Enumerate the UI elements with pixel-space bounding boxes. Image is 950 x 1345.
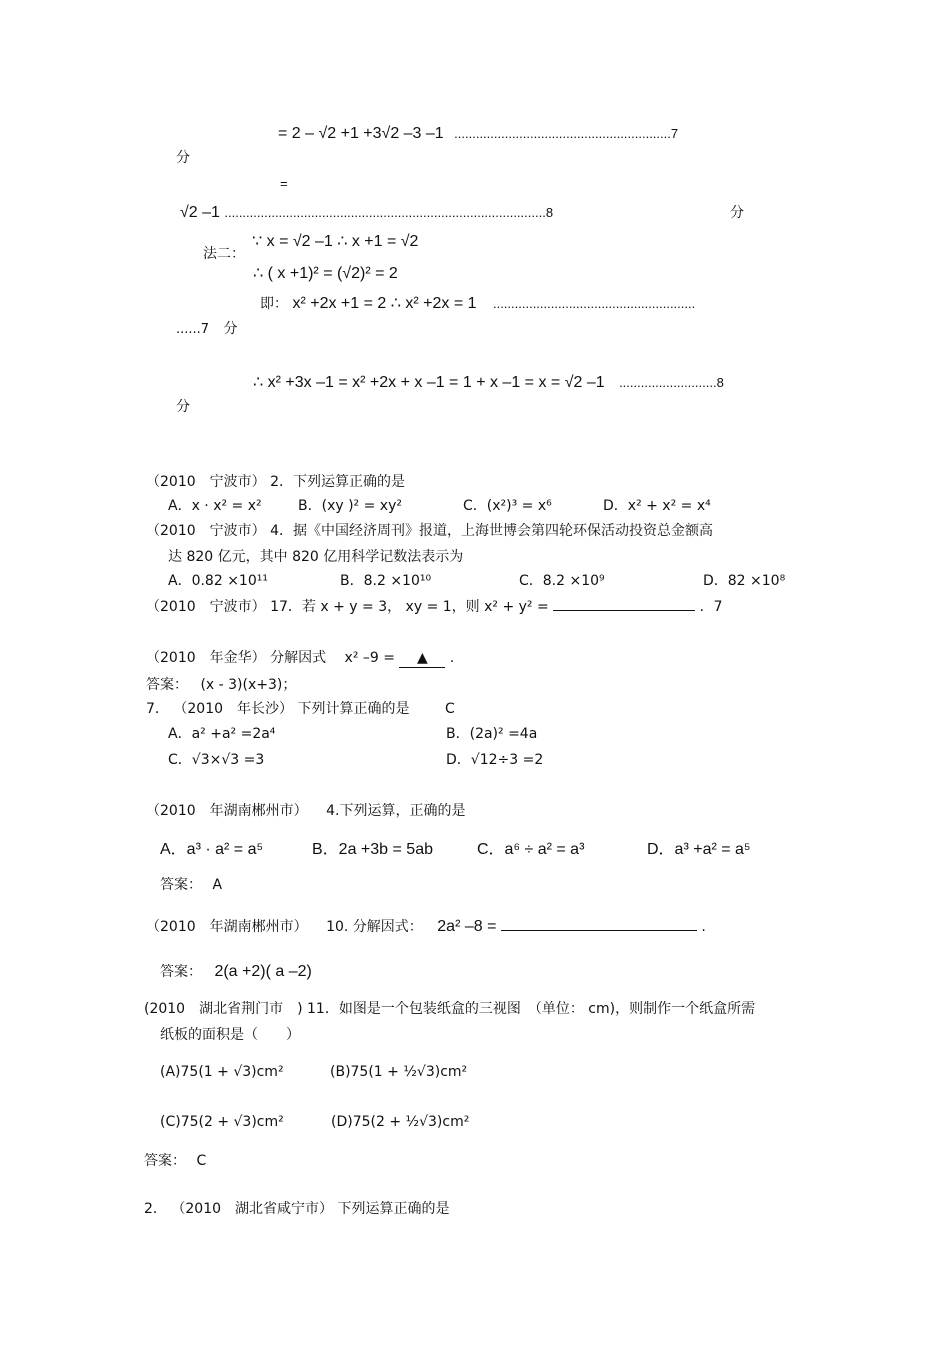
- question-jinhua: [146, 650, 454, 668]
- option-b: B．8.2 ×10¹⁰: [340, 573, 432, 589]
- option-d: D．82 ×10⁸: [703, 573, 786, 589]
- answer-label: 答案：: [160, 877, 202, 893]
- option-d: D．a³ +a² = a⁵: [647, 841, 751, 858]
- question-number: 7．: [146, 701, 169, 717]
- question-stem: 17．若 x + y = 3， xy = 1，则 x² + y² =: [270, 599, 549, 615]
- answer-jingmen: [144, 1153, 206, 1170]
- option-b: B．(xy )² = xy²: [298, 498, 402, 514]
- option-d: [331, 1107, 470, 1130]
- method-two-line-3-dots: ........................................................: [492, 296, 696, 311]
- method-two-line-4: [176, 321, 238, 338]
- option-a: A．x · x² = x²: [168, 498, 262, 514]
- option-a: A．a³ · a² = a⁵: [160, 841, 264, 858]
- answer-label: 答案：: [160, 964, 202, 980]
- option-b-text: (B)75(1 + ½√3)cm²: [330, 1064, 468, 1080]
- question-stem: 下列运算正确的是: [337, 1201, 450, 1217]
- answer-label: 答案：: [144, 1153, 186, 1169]
- question-source: （2010 年长沙）: [173, 701, 294, 717]
- question-jingmen: [144, 1001, 755, 1018]
- answer-value: C: [196, 1153, 207, 1169]
- solution-line-1-expr: = 2 – √2 +1 +3√2 –3 –1: [278, 125, 444, 142]
- question-stem-continued: 纸板的面积是（ ）: [160, 1027, 300, 1043]
- answer-value: 2(a +2)( a –2): [214, 963, 312, 980]
- option-a: A．a² +a² =2a⁴: [168, 726, 276, 742]
- question-stem: 4．据《中国经济周刊》报道，上海世博会第四轮环保活动投资总金额高: [270, 523, 713, 539]
- solution-line-2-eq: =: [280, 176, 288, 191]
- question-stem: 10. 分解因式：: [326, 919, 423, 935]
- solution-line-3-expr: √2 –1: [180, 204, 220, 221]
- option-b: B．(2a)² =4a: [446, 726, 538, 742]
- question-source: （2010 年湖南郴州市）: [146, 803, 308, 819]
- unit-mark: 分: [730, 205, 744, 221]
- option-c: C．√3×√3 =3: [168, 752, 265, 768]
- question-chenzhou-4: [146, 803, 465, 820]
- question-source: （2010 年湖南郴州市）: [146, 919, 308, 935]
- method-two-line-4-dots: ......7: [176, 322, 210, 337]
- question-end: .: [449, 650, 455, 666]
- method-two-line-5-expr: ∴ x² +3x –1 = x² +2x + x –1 = 1 + x –1 = x = √2 –1: [253, 374, 605, 391]
- answer-blank: [501, 930, 697, 931]
- answer-blank: [553, 610, 695, 611]
- question-ningbo-2: [146, 474, 405, 491]
- question-stem: 分解因式: [270, 650, 327, 666]
- answer-chenzhou-4: [160, 877, 222, 894]
- answer-value: A: [212, 877, 223, 893]
- question-source: （2010 宁波市）: [146, 474, 266, 490]
- question-stem: 下列计算正确的是: [297, 701, 410, 717]
- solution-line-3: [180, 203, 553, 222]
- option-c: (C)75(2 + √3)cm²: [160, 1114, 284, 1130]
- method-two-line-1: ∵ x = √2 –1 ∴ x +1 = √2: [252, 233, 419, 250]
- question-chenzhou-10: [146, 917, 706, 936]
- question-source: （2010 年金华）: [146, 650, 266, 666]
- option-b: B．2a +3b = 5ab: [312, 841, 433, 858]
- option-d: D．x² + x² = x⁴: [603, 498, 711, 514]
- question-ningbo-17: [146, 599, 723, 616]
- option-c: C．8.2 ×10⁹: [519, 573, 605, 589]
- question-source: （2010 湖北省咸宁市）: [171, 1201, 334, 1217]
- option-a: (A)75(1 + √3)cm²: [160, 1064, 284, 1080]
- method-two-line-5: [253, 373, 724, 392]
- question-xianning: [144, 1201, 449, 1218]
- question-ningbo-4: [146, 523, 713, 540]
- question-answer: ．7: [699, 599, 723, 615]
- question-end: .: [701, 919, 706, 935]
- question-stem: 11．如图是一个包装纸盒的三视图 （单位： cm)，则制作一个纸盒所需: [307, 1001, 756, 1017]
- answer-jinhua: [146, 677, 296, 694]
- method-two-line-3-expr: x² +2x +1 = 2 ∴ x² +2x = 1: [292, 295, 477, 312]
- method-two-line-2: ∴ ( x +1)² = (√2)² = 2: [253, 265, 398, 282]
- unit-mark: 分: [176, 150, 190, 166]
- solution-line-1-dots: ............................................................7: [454, 126, 679, 141]
- triangle-mark-icon: ▲: [417, 650, 428, 666]
- method-two-label: 法二：: [203, 246, 245, 262]
- question-number: 2．: [144, 1201, 167, 1217]
- option-d: D．√12÷3 =2: [446, 752, 544, 768]
- answer-blank: [399, 650, 445, 668]
- question-changsha: [146, 701, 409, 718]
- question-source: (2010 湖北省荆门市 ): [144, 1001, 303, 1017]
- answer-chenzhou-10: [160, 962, 312, 981]
- method-two-line-5-dots: ...........................8: [619, 375, 724, 390]
- option-d-text: (D)75(2 + ½√3)cm²: [331, 1114, 470, 1130]
- unit-mark: 分: [223, 321, 238, 337]
- option-b: [330, 1057, 468, 1080]
- option-c: C．(x²)³ = x⁶: [463, 498, 552, 514]
- answer-value: (x - 3)(x+3)；: [200, 677, 297, 693]
- option-c: C．a⁶ ÷ a² = a³: [477, 841, 585, 858]
- unit-mark: 分: [176, 399, 190, 415]
- option-a: A．0.82 ×10¹¹: [168, 573, 268, 589]
- question-answer: C: [445, 701, 455, 717]
- method-two-line-3-prefix: 即：: [260, 295, 288, 311]
- question-source: （2010 宁波市）: [146, 599, 266, 615]
- solution-line-1: [278, 124, 678, 143]
- answer-label: 答案：: [146, 677, 188, 693]
- question-source: （2010 宁波市）: [146, 523, 266, 539]
- question-expression: 2a² –8 =: [437, 918, 497, 935]
- question-stem: 4.下列运算，正确的是: [326, 803, 466, 819]
- question-stem: 2．下列运算正确的是: [270, 474, 406, 490]
- question-expression: x² –9 =: [344, 650, 395, 666]
- question-stem-continued: 达 820 亿元，其中 820 亿用科学记数法表示为: [168, 549, 464, 565]
- method-two-line-3: [260, 294, 695, 313]
- solution-line-3-dots: .........................................................................................8: [224, 205, 554, 220]
